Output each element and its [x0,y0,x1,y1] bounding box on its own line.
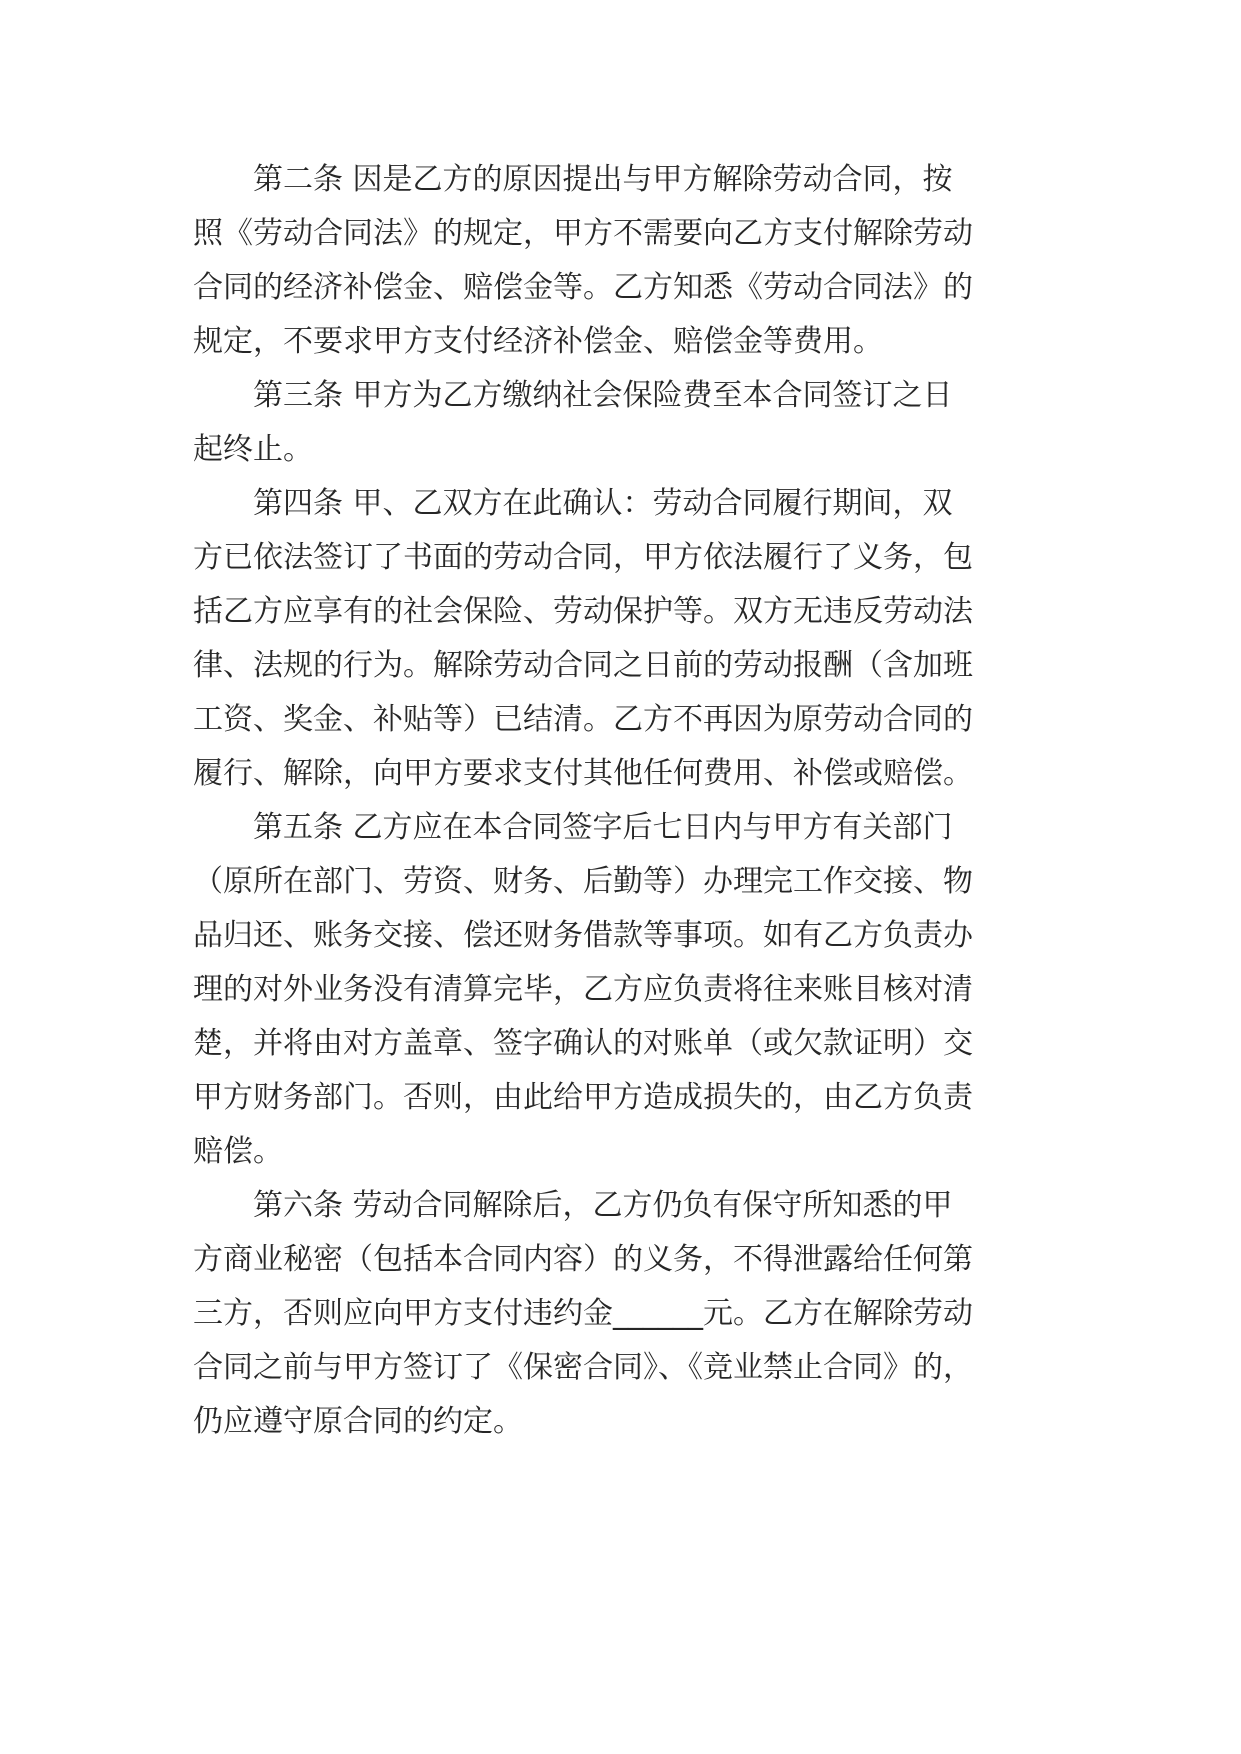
article-3-line-2: 起终止。 [193,432,313,467]
article-5-line-5: 楚，并将由对方盖章、签字确认的对账单（或欠款证明）交 [193,1026,973,1061]
article-5-line-1: 第五条 乙方应在本合同签字后七日内与甲方有关部门 [253,810,953,845]
article-5-line-6: 甲方财务部门。否则，由此给甲方造成损失的，由乙方负责 [193,1080,973,1115]
article-4-line-3: 括乙方应享有的社会保险、劳动保护等。双方无违反劳动法 [193,594,973,629]
article-2-line-2: 照《劳动合同法》的规定，甲方不需要向乙方支付解除劳动 [193,216,973,251]
article-4-line-2: 方已依法签订了书面的劳动合同，甲方依法履行了义务，包 [193,540,973,575]
article-4-line-6: 履行、解除，向甲方要求支付其他任何费用、补偿或赔偿。 [193,756,973,791]
article-6-line-4: 合同之前与甲方签订了《保密合同》、《竞业禁止合同》的， [193,1350,973,1385]
article-5-line-2: （原所在部门、劳资、财务、后勤等）办理完工作交接、物 [193,864,973,899]
article-6-line-3: 三方，否则应向甲方支付违约金______元。乙方在解除劳动 [193,1296,973,1331]
article-6-line-1: 第六条 劳动合同解除后，乙方仍负有保守所知悉的甲 [253,1188,953,1223]
article-2-line-3: 合同的经济补偿金、赔偿金等。乙方知悉《劳动合同法》的 [193,270,973,305]
article-2-line-4: 规定，不要求甲方支付经济补偿金、赔偿金等费用。 [193,324,883,359]
article-4-line-4: 律、法规的行为。解除劳动合同之日前的劳动报酬（含加班 [193,648,973,683]
article-5-line-7: 赔偿。 [193,1134,283,1169]
article-2-line-1: 第二条 因是乙方的原因提出与甲方解除劳动合同，按 [253,162,953,197]
article-3-line-1: 第三条 甲方为乙方缴纳社会保险费至本合同签订之日 [253,378,953,413]
article-4-line-5: 工资、奖金、补贴等）已结清。乙方不再因为原劳动合同的 [193,702,973,737]
article-6-line-5: 仍应遵守原合同的约定。 [193,1404,523,1439]
article-4-line-1: 第四条 甲、乙双方在此确认：劳动合同履行期间，双 [253,486,953,521]
article-6-line-2: 方商业秘密（包括本合同内容）的义务，不得泄露给任何第 [193,1242,973,1277]
article-5-line-3: 品归还、账务交接、偿还财务借款等事项。如有乙方负责办 [193,918,973,953]
article-5-line-4: 理的对外业务没有清算完毕，乙方应负责将往来账目核对清 [193,972,973,1007]
